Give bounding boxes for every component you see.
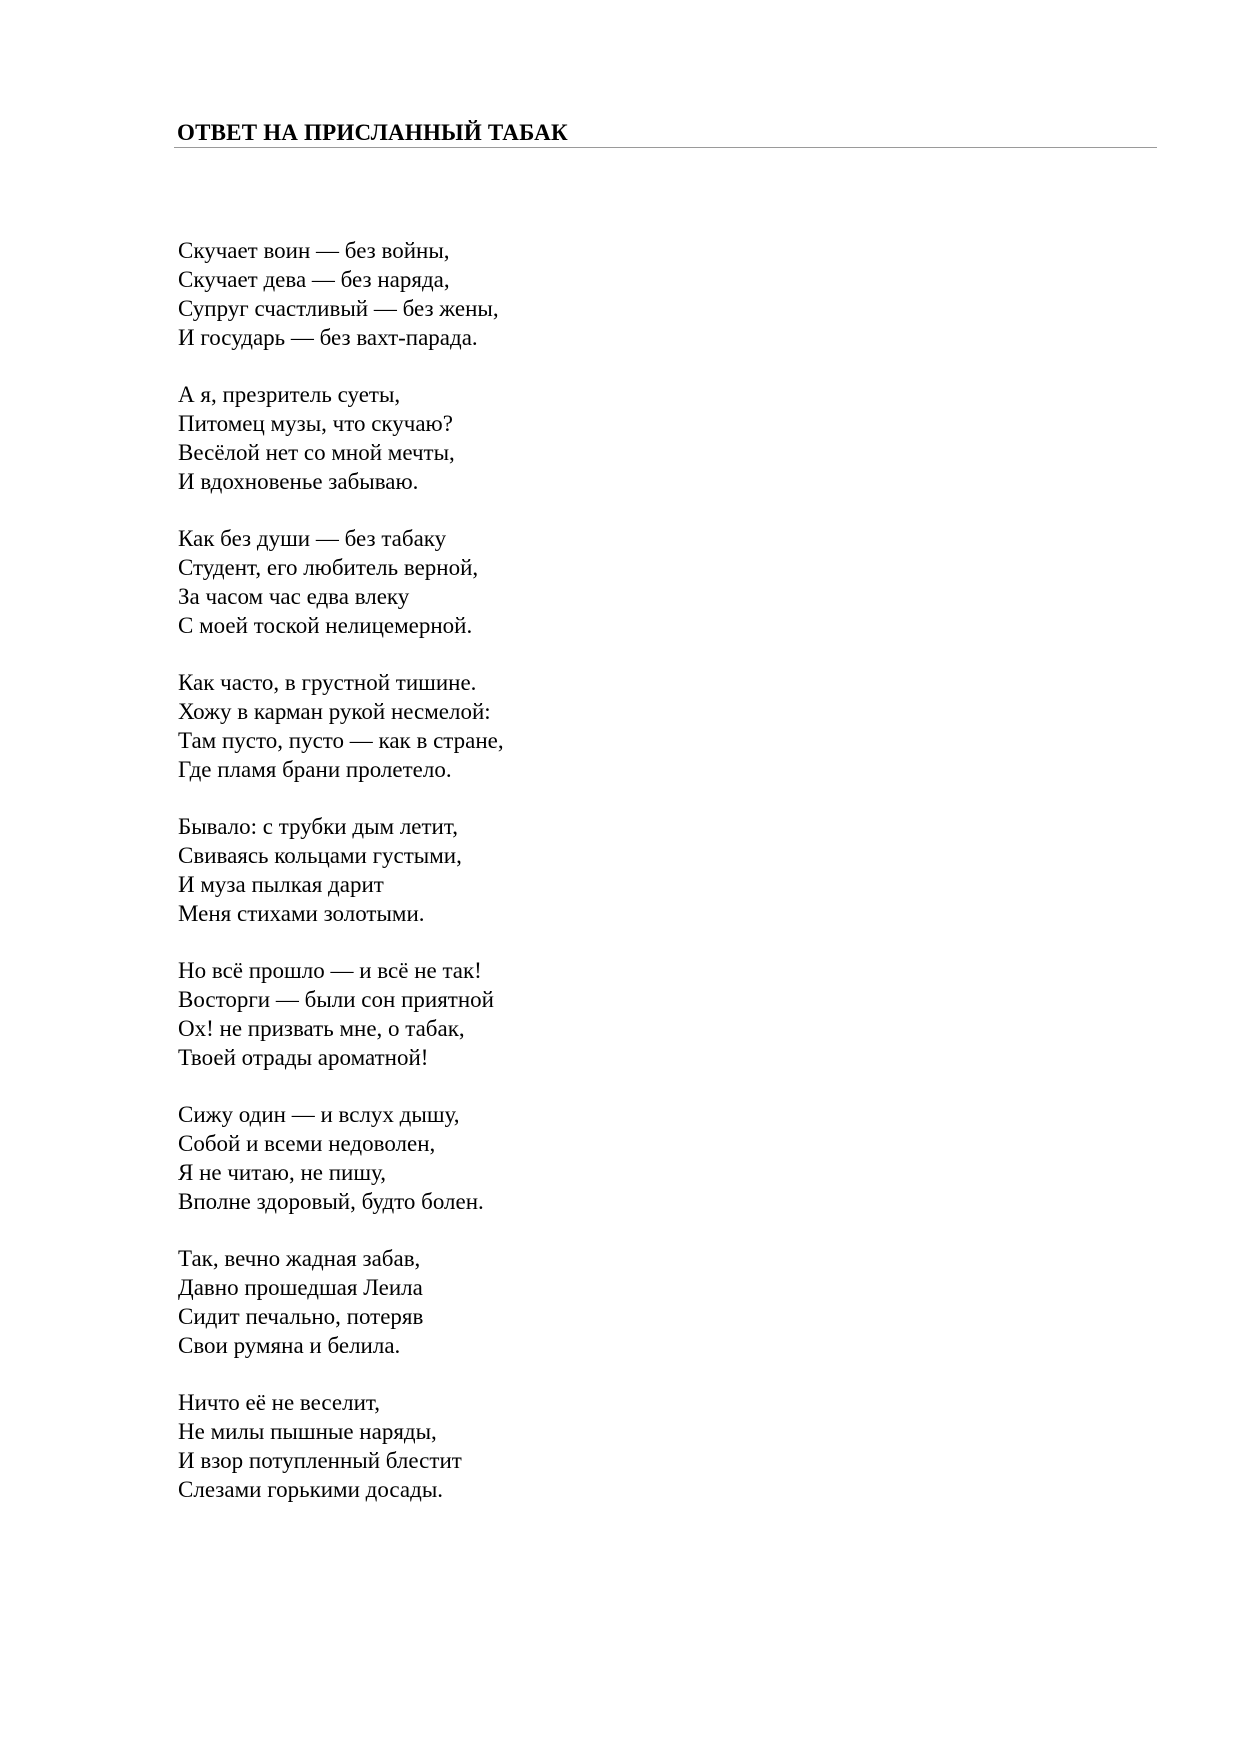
- poem-line: Бывало: с трубки дым летит,: [178, 814, 458, 839]
- poem-line: Свои румяна и белила.: [178, 1333, 401, 1358]
- page-title: ОТВЕТ НА ПРИСЛАННЫЙ ТАБАК: [177, 120, 568, 145]
- stanza: [178, 1388, 878, 1504]
- poem-line: За часом час едва влеку: [178, 584, 410, 609]
- poem-line: И взор потупленный блестит: [178, 1448, 462, 1473]
- poem-line: Собой и всеми недоволен,: [178, 1131, 436, 1156]
- poem-line: Свиваясь кольцами густыми,: [178, 843, 462, 868]
- poem-line: Ох! не призвать мне, о табак,: [178, 1016, 465, 1041]
- poem-line: Ничто её не веселит,: [178, 1390, 380, 1415]
- poem-line: Как часто, в грустной тишине.: [178, 670, 477, 695]
- stanza: [178, 668, 878, 784]
- title-divider: [174, 147, 1157, 148]
- poem-line: Я не читаю, не пишу,: [178, 1160, 386, 1185]
- poem-line: И государь — без вахт-парада.: [178, 325, 478, 350]
- poem-line: Так, вечно жадная забав,: [178, 1246, 421, 1271]
- stanza: [178, 956, 878, 1072]
- poem-line: Там пусто, пусто — как в стране,: [178, 728, 504, 753]
- poem-line: Скучает воин — без войны,: [178, 238, 450, 263]
- poem-line: Давно прошедшая Леила: [178, 1275, 423, 1300]
- poem-line: Меня стихами золотыми.: [178, 901, 425, 926]
- poem-line: Студент, его любитель верной,: [178, 555, 479, 580]
- stanza: [178, 236, 878, 352]
- poem-line: Как без души — без табаку: [178, 526, 447, 551]
- poem-line: Где пламя брани пролетело.: [178, 757, 452, 782]
- poem-line: Скучает дева — без наряда,: [178, 267, 450, 292]
- poem-body: [178, 236, 878, 1532]
- poem-line: Вполне здоровый, будто болен.: [178, 1189, 484, 1214]
- poem-line: Супруг счастливый — без жены,: [178, 296, 499, 321]
- stanza: [178, 1244, 878, 1360]
- poem-line: Слезами горькими досады.: [178, 1477, 444, 1502]
- stanza: [178, 524, 878, 640]
- poem-line: И муза пылкая дарит: [178, 872, 384, 897]
- stanza: [178, 1100, 878, 1216]
- poem-line: Питомец музы, что скучаю?: [178, 411, 453, 436]
- poem-line: Восторги — были сон приятной: [178, 987, 494, 1012]
- poem-line: И вдохновенье забываю.: [178, 469, 419, 494]
- poem-line: Не милы пышные наряды,: [178, 1419, 437, 1444]
- poem-line: Но всё прошло — и всё не так!: [178, 958, 482, 983]
- poem-line: А я, презритель суеты,: [178, 382, 401, 407]
- poem-line: Хожу в карман рукой несмелой:: [178, 699, 491, 724]
- poem-line: Сижу один — и вслух дышу,: [178, 1102, 460, 1127]
- poem-line: С моей тоской нелицемерной.: [178, 613, 473, 638]
- stanza: [178, 812, 878, 928]
- poem-line: Весёлой нет со мной мечты,: [178, 440, 455, 465]
- stanza: [178, 380, 878, 496]
- poem-line: Твоей отрады ароматной!: [178, 1045, 429, 1070]
- poem-line: Сидит печально, потеряв: [178, 1304, 424, 1329]
